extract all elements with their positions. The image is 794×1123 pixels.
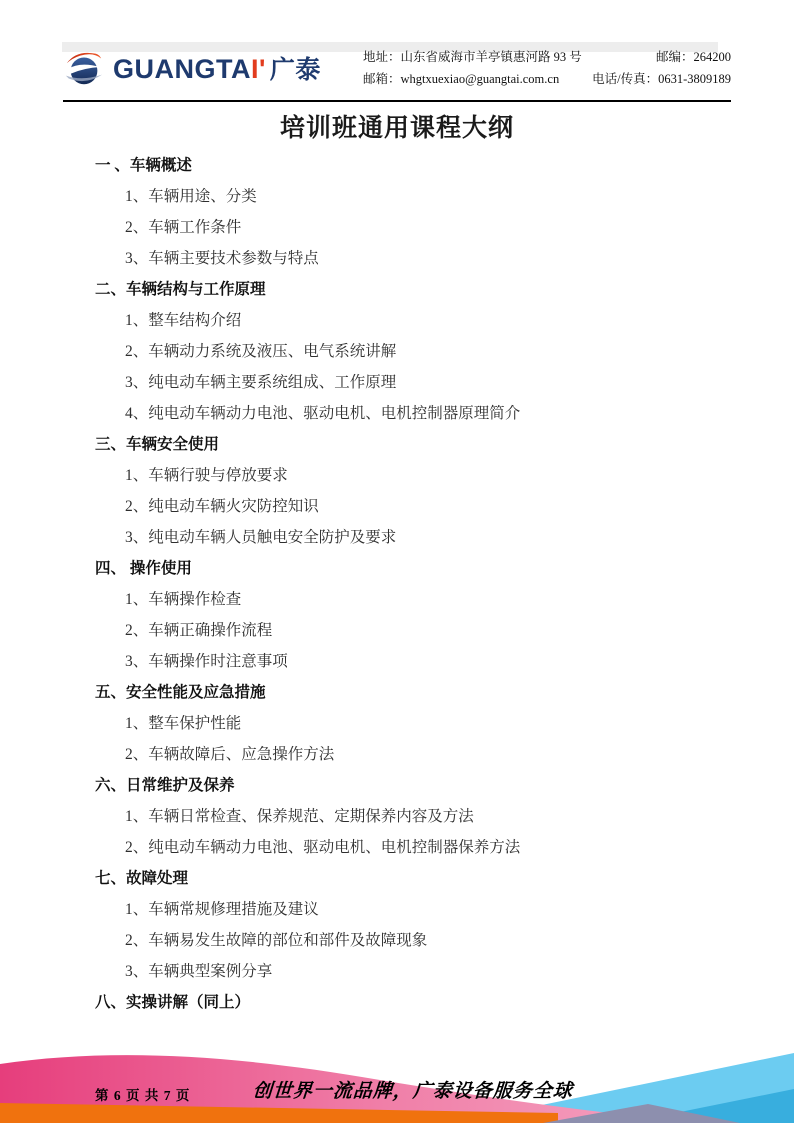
- outline-section-heading: 五、安全性能及应急措施: [95, 684, 266, 701]
- outline-item: 2、车辆故障后、应急操作方法: [125, 746, 335, 763]
- wordmark-latin-accent: I': [251, 54, 266, 84]
- page-header: [63, 46, 731, 90]
- wordmark-latin: GUANGTA: [113, 54, 251, 84]
- outline-item: 2、纯电动车辆动力电池、驱动电机、电机控制器保养方法: [125, 839, 521, 856]
- outline-item: 3、车辆操作时注意事项: [125, 653, 288, 670]
- outline-item: 1、车辆行驶与停放要求: [125, 467, 288, 484]
- contact-block: [363, 46, 731, 90]
- document-title: 培训班通用课程大纲: [279, 115, 514, 142]
- outline-section-items: [95, 181, 715, 274]
- outline-item: 3、纯电动车辆人员触电安全防护及要求: [125, 529, 397, 546]
- outline-section-heading: 三、车辆安全使用: [95, 436, 220, 453]
- outline-section: [95, 150, 715, 274]
- outline-item: 2、车辆易发生故障的部位和部件及故障现象: [125, 932, 428, 949]
- outline-section-heading: 二、车辆结构与工作原理: [95, 281, 266, 298]
- contact-row-1: [363, 46, 731, 68]
- company-address: 地址：山东省威海市羊亭镇惠河路 93 号: [363, 50, 582, 64]
- company-logo: [63, 47, 363, 89]
- outline-section-items: [95, 894, 715, 987]
- outline-item: 1、车辆操作检查: [125, 591, 242, 608]
- company-phone-fax: 电话/传真：0631-3809189: [592, 72, 731, 86]
- outline-item: 3、车辆主要技术参数与特点: [125, 250, 319, 267]
- company-postcode: 邮编：264200: [655, 50, 731, 64]
- outline-section: [95, 677, 715, 770]
- header-divider: [63, 100, 731, 102]
- contact-row-2: [363, 68, 731, 90]
- outline-section-items: [95, 584, 715, 677]
- outline-section: [95, 863, 715, 987]
- outline-item: 3、车辆典型案例分享: [125, 963, 273, 980]
- outline-section-items: [95, 460, 715, 553]
- outline-item: 1、车辆用途、分类: [125, 188, 257, 205]
- outline-section-items: [95, 305, 715, 429]
- outline-section: [95, 274, 715, 429]
- outline-section-heading: 八、实操讲解（同上）: [95, 994, 251, 1011]
- outline-section-heading: 一 、车辆概述: [95, 157, 192, 174]
- outline-item: 2、车辆动力系统及液压、电气系统讲解: [125, 343, 397, 360]
- outline-item: 1、车辆常规修理措施及建议: [125, 901, 319, 918]
- outline-item: 1、整车结构介绍: [125, 312, 242, 329]
- outline-item: 1、车辆日常检查、保养规范、定期保养内容及方法: [125, 808, 474, 825]
- outline-section-heading: 六、日常维护及保养: [95, 777, 235, 794]
- outline-section: [95, 429, 715, 553]
- outline-item: 1、整车保护性能: [125, 715, 242, 732]
- page-number: 第 6 页 共 7 页: [95, 1088, 191, 1103]
- outline-section: [95, 553, 715, 677]
- outline-item: 2、车辆正确操作流程: [125, 622, 273, 639]
- course-outline: [95, 150, 715, 1018]
- outline-section-heading: 四、 操作使用: [95, 560, 192, 577]
- outline-item: 2、纯电动车辆火灾防控知识: [125, 498, 319, 515]
- outline-section: [95, 987, 715, 1018]
- outline-section-items: [95, 708, 715, 770]
- wordmark-cjk: 广泰: [269, 56, 321, 84]
- footer-slogan: 创世界一流品牌，广泰设备服务全球: [252, 1080, 574, 1102]
- outline-section: [95, 770, 715, 863]
- outline-item: 3、纯电动车辆主要系统组成、工作原理: [125, 374, 397, 391]
- company-wordmark: [113, 50, 321, 86]
- outline-section-items: [95, 801, 715, 863]
- company-email: 邮箱：whgtxuexiao@guangtai.com.cn: [363, 72, 560, 86]
- outline-item: 2、车辆工作条件: [125, 219, 242, 236]
- outline-section-heading: 七、故障处理: [95, 870, 189, 887]
- guangtai-globe-icon: [63, 47, 105, 89]
- outline-item: 4、纯电动车辆动力电池、驱动电机、电机控制器原理简介: [125, 405, 521, 422]
